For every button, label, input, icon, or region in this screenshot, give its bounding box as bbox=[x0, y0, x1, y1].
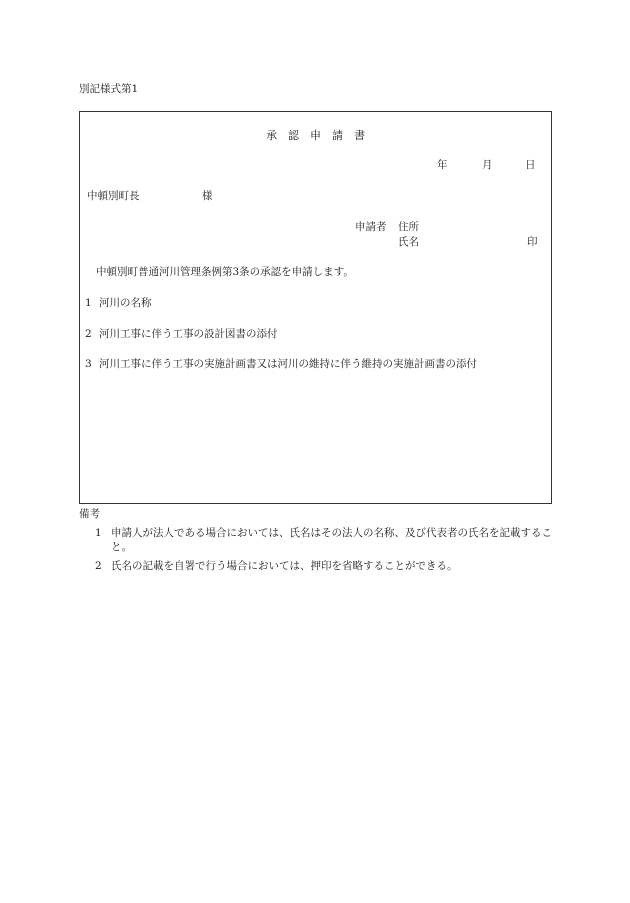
form-number: 別記様式第1 bbox=[79, 83, 139, 95]
form-title: 承 認 申 請 書 bbox=[266, 129, 365, 142]
date-month-label: 月 bbox=[482, 159, 493, 171]
list-item bbox=[85, 326, 278, 341]
addressee-honorific: 様 bbox=[202, 190, 213, 202]
list-item bbox=[85, 356, 477, 371]
date-day-label: 日 bbox=[525, 159, 536, 171]
list-item bbox=[85, 295, 152, 310]
notes-section bbox=[79, 506, 559, 573]
applicant-name-label: 氏名 bbox=[398, 236, 419, 248]
item-text: 河川工事に伴う工事の実施計画書又は河川の維持に伴う維持の実施計画書の添付 bbox=[99, 358, 477, 370]
seal-label: 印 bbox=[527, 236, 538, 248]
note-number: 2 bbox=[95, 560, 102, 572]
addressee: 中頓別町長 bbox=[87, 190, 140, 202]
note-number: 1 bbox=[95, 527, 102, 539]
request-statement: 中頓別町普通河川管理条例第3条の承認を申請します。 bbox=[96, 266, 354, 278]
applicant-address-label: 住所 bbox=[398, 221, 419, 233]
item-text: 河川工事に伴う工事の設計図書の添付 bbox=[99, 328, 278, 340]
notes-title: 備考 bbox=[79, 508, 100, 520]
note-item bbox=[79, 526, 559, 554]
date-year-label: 年 bbox=[437, 159, 448, 171]
item-number: 3 bbox=[85, 358, 92, 370]
item-number: 2 bbox=[85, 328, 92, 340]
item-number: 1 bbox=[85, 297, 92, 309]
note-text: 申請人が法人である場合においては、氏名はその法人の名称、及び代表者の氏名を記載すること。 bbox=[111, 527, 552, 553]
application-form-box bbox=[79, 111, 552, 504]
item-text: 河川の名称 bbox=[99, 297, 152, 309]
applicant-label: 申請者 bbox=[355, 221, 387, 233]
note-text: 氏名の記載を自署で行う場合においては、押印を省略することができる。 bbox=[111, 560, 458, 572]
note-item bbox=[79, 559, 559, 573]
